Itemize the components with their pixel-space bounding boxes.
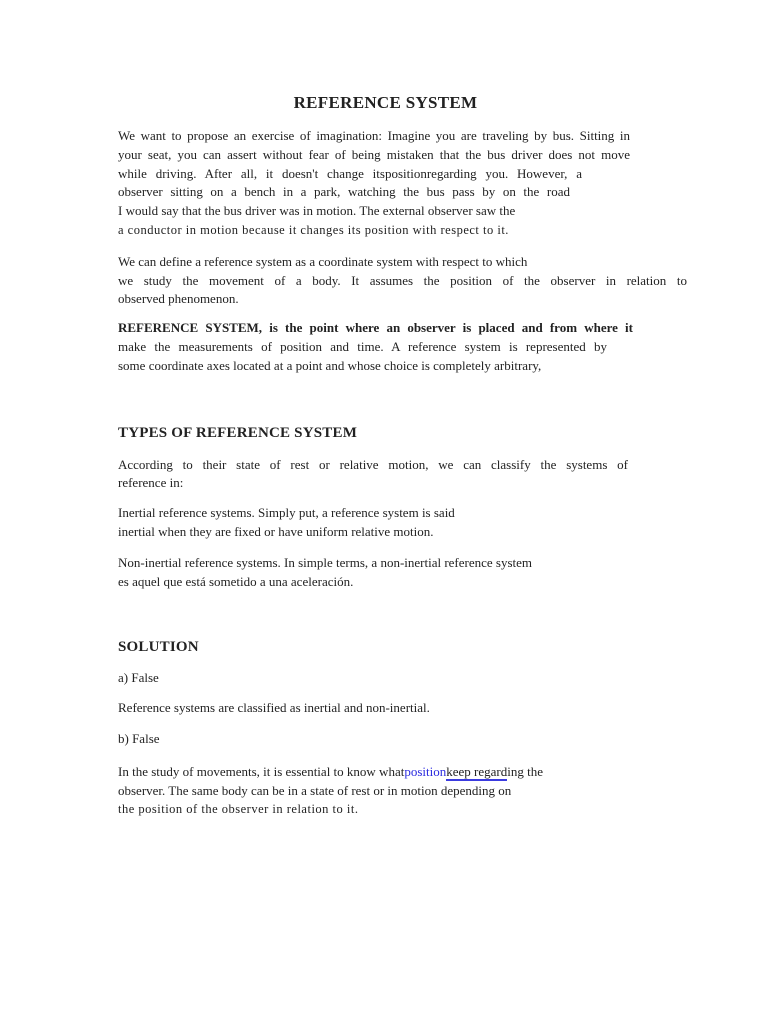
paragraph-line-small: the position of the observer in relation to it.: [118, 802, 359, 817]
paragraph-line: reference in:: [118, 475, 184, 491]
paragraph-line: observer. The same body can be in a state of rest or in motion depending on: [118, 782, 512, 798]
paragraph-line: we study the movement of a body. It assumes the position of the observer in relation to: [118, 272, 687, 288]
answer-a-text: Reference systems are classified as inertial and non-inertial.: [118, 700, 430, 716]
paragraph-line: I would say that the bus driver was in motion. The external observer saw the: [118, 203, 516, 219]
paragraph-line: inertial when they are fixed or have uniform relative motion.: [118, 523, 434, 539]
paragraph-line-with-link: [118, 763, 690, 782]
reference-system-paragraph: [118, 319, 690, 375]
paragraph-line-small: a conductor in motion because it changes its position with respect to it.: [118, 222, 509, 237]
paragraph-line-bold: REFERENCE SYSTEM, is the point where an observer is placed and from where it: [118, 320, 633, 336]
intro-paragraph: [118, 127, 690, 240]
paragraph-line: Inertial reference systems. Simply put, a reference system is said: [118, 505, 455, 521]
answer-b-label: b) False: [118, 730, 160, 746]
types-of-reference-system-heading: TYPES OF REFERENCE SYSTEM: [118, 424, 358, 441]
solution-heading: SOLUTION: [118, 639, 199, 656]
non-inertial-paragraph: [118, 554, 690, 592]
paragraph-line: According to their state of rest or relative motion, we can classify the systems of: [118, 456, 628, 472]
paragraph-line: Non-inertial reference systems. In simple terms, a non-inertial reference system: [118, 554, 533, 570]
paragraph-line: while driving. After all, it doesn't change itspositionregarding you. However, a: [118, 165, 582, 181]
inertial-paragraph: [118, 504, 690, 542]
paragraph-line: observer sitting on a bench in a park, watching the bus pass by on the road: [118, 184, 570, 200]
definition-paragraph: [118, 253, 690, 309]
paragraph-line: We want to propose an exercise of imagination: Imagine you are traveling by bus. Sitting in: [118, 128, 630, 143]
document-content: [118, 92, 690, 819]
paragraph-line: es aquel que está sometido a una aceleración.: [118, 573, 354, 589]
answer-b-underlined-text: keep regard: [446, 763, 508, 779]
paragraph-line: make the measurements of position and time. A reference system is represented by: [118, 338, 607, 354]
answer-b-line1-post: ing the: [507, 763, 543, 779]
position-link[interactable]: position: [404, 763, 447, 779]
paragraph-line: We can define a reference system as a coordinate system with respect to which: [118, 253, 528, 269]
according-paragraph: [118, 456, 690, 494]
answer-b-paragraph: [118, 763, 690, 819]
paragraph-line: some coordinate axes located at a point and whose choice is completely arbitrary,: [118, 357, 542, 373]
paragraph-line: observed phenomenon.: [118, 291, 239, 307]
page-title: REFERENCE SYSTEM: [293, 93, 478, 112]
paragraph-line: your seat, you can assert without fear of being mistaken that the bus driver does not move: [118, 146, 630, 162]
answer-a-label: a) False: [118, 670, 159, 686]
answer-b-line1-pre: In the study of movements, it is essential to know what: [118, 763, 405, 779]
